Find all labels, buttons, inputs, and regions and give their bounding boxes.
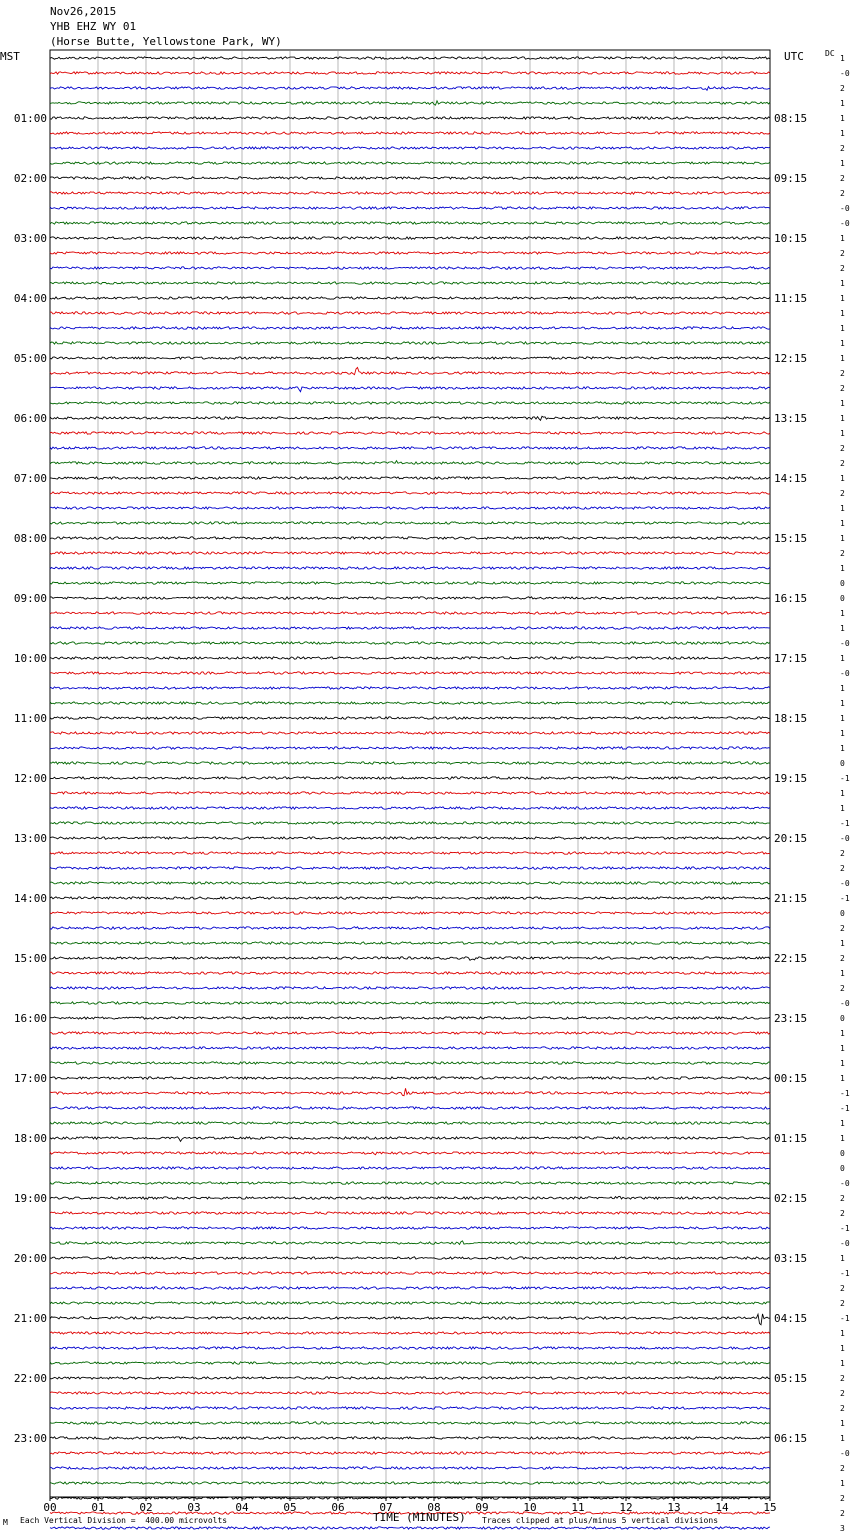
dc-offset-label: 1 [840,624,845,633]
mst-hour-label: 10:00 [13,652,47,665]
utc-hour-label: 10:15 [774,232,808,245]
dc-offset-label: 0 [840,909,845,918]
dc-offset-label: 0 [840,759,845,768]
trace-line [50,57,770,59]
dc-offset-label: 2 [840,1209,845,1218]
trace-line [50,1302,770,1304]
trace-line [50,1422,770,1424]
mst-hour-label: 14:00 [13,892,47,905]
dc-offset-label: 1 [840,564,845,573]
trace-line [50,972,770,974]
trace-line [50,537,770,539]
dc-offset-label: 1 [840,1359,845,1368]
dc-offset-label: 1 [840,1254,845,1263]
dc-offset-label: 1 [840,654,845,663]
trace-line [50,567,770,569]
trace-line [50,207,770,209]
trace-line [50,627,770,629]
mst-hour-label: 23:00 [13,1432,47,1445]
dc-offset-label: 1 [840,1029,845,1038]
trace-line [50,222,770,224]
trace-line [50,552,770,554]
trace-line [50,101,770,105]
trace-line [50,1212,770,1214]
dc-offset-label: 1 [840,114,845,123]
dc-offset-label: 1 [840,1329,845,1338]
trace-line [50,192,770,194]
trace-line [50,1377,770,1379]
utc-hour-label: 21:15 [774,892,808,905]
trace-line [50,432,770,434]
trace-line [50,72,770,74]
trace-line [50,807,770,809]
trace-line [50,1122,770,1124]
dc-offset-label: 1 [840,1419,845,1428]
trace-line [50,852,770,854]
dc-offset-label: -1 [840,1089,850,1098]
dc-offset-label: 0 [840,1164,845,1173]
trace-line [50,1152,770,1155]
dc-offset-label: 2 [840,1194,845,1203]
trace-line [50,1272,770,1274]
trace-line [50,1002,770,1004]
mst-hour-label: 06:00 [13,412,47,425]
dc-offset-label: 1 [840,1134,845,1143]
dc-offset-label: 2 [840,924,845,933]
trace-line [50,1167,770,1169]
dc-offset-label: 2 [840,369,845,378]
dc-offset-label: -0 [840,879,850,888]
utc-hour-label: 05:15 [774,1372,808,1385]
mst-hour-label: 02:00 [13,172,47,185]
dc-offset-label: 1 [840,339,845,348]
utc-hour-label: 13:15 [774,412,808,425]
dc-offset-label: 2 [840,549,845,558]
dc-offset-label: 1 [840,294,845,303]
x-axis-title: TIME (MINUTES) [373,1511,466,1524]
dc-offset-label: 1 [840,399,845,408]
trace-line [50,447,770,449]
mst-hour-label: 13:00 [13,832,47,845]
trace-line [50,1227,770,1229]
dc-offset-label: 1 [840,1344,845,1353]
trace-line [50,1332,770,1334]
trace-line [50,416,770,420]
trace-line [50,822,770,824]
x-tick-label: 05 [283,1501,297,1514]
trace-line [50,687,770,689]
trace-line [50,867,770,869]
trace-line [50,1077,770,1079]
dc-offset-label: 1 [840,1119,845,1128]
dc-offset-label: 1 [840,54,845,63]
dc-offset-label: -0 [840,1449,850,1458]
dc-offset-label: -1 [840,1269,850,1278]
dc-offset-label: 1 [840,474,845,483]
trace-line [50,582,770,584]
dc-offset-label: 2 [840,489,845,498]
trace-line [50,1437,770,1439]
dc-offset-label: 1 [840,324,845,333]
utc-hour-label: 23:15 [774,1012,808,1025]
dc-offset-label: 1 [840,429,845,438]
trace-line [50,507,770,509]
dc-offset-label: 1 [840,354,845,363]
dc-offset-label: 2 [840,459,845,468]
utc-hour-label: 00:15 [774,1072,808,1085]
dc-offset-label: 2 [840,1299,845,1308]
trace-line [50,117,770,119]
dc-offset-label: 2 [840,189,845,198]
utc-hour-label: 15:15 [774,532,808,545]
trace-line [50,522,770,524]
dc-offset-label: 2 [840,144,845,153]
dc-offset-label: 2 [840,1284,845,1293]
trace-line [50,912,770,914]
utc-hour-label: 20:15 [774,832,808,845]
trace-line [50,327,770,329]
dc-offset-label: 2 [840,174,845,183]
utc-hour-label: 18:15 [774,712,808,725]
dc-offset-label: 1 [840,744,845,753]
dc-offset-label: -0 [840,204,850,213]
trace-line [50,717,770,719]
mst-hour-label: 08:00 [13,532,47,545]
dc-offset-label: 2 [840,1389,845,1398]
utc-hour-label: 01:15 [774,1132,808,1145]
trace-line [50,1047,770,1049]
mst-axis-label: MST [0,50,20,63]
dc-offset-label: -0 [840,669,850,678]
trace-line [50,1527,770,1529]
trace-line [50,282,770,284]
trace-line [50,747,770,749]
trace-line [50,477,770,479]
dc-offset-label: 1 [840,519,845,528]
trace-line [50,237,770,239]
dc-offset-label: 1 [840,159,845,168]
trace-line [50,837,770,839]
x-tick-label: 02 [139,1501,153,1514]
dc-offset-label: -0 [840,1179,850,1188]
dc-offset-label: -1 [840,819,850,828]
trace-line [50,1241,770,1245]
trace-line [50,1467,770,1469]
dc-offset-label: -0 [840,69,850,78]
x-tick-label: 07 [379,1501,393,1514]
x-tick-label: 15 [763,1501,777,1514]
dc-offset-label: 1 [840,129,845,138]
scale-note: Each Vertical Division = 400.00 microvolts [20,1516,228,1525]
dc-offset-label: 0 [840,594,845,603]
mst-hour-label: 20:00 [13,1252,47,1265]
x-tick-label: 10 [523,1501,537,1514]
dc-offset-label: 2 [840,264,845,273]
dc-offset-label: -1 [840,774,850,783]
trace-line [50,777,770,779]
dc-label: DC [825,49,835,58]
dc-offset-label: 1 [840,684,845,693]
utc-hour-label: 12:15 [774,352,808,365]
mst-hour-label: 18:00 [13,1132,47,1145]
dc-offset-label: -0 [840,1239,850,1248]
x-tick-label: 13 [667,1501,681,1514]
trace-line [50,367,770,374]
trace-line [50,702,770,704]
trace-line [50,1314,770,1325]
trace-line [50,597,770,599]
utc-hour-label: 08:15 [774,112,808,125]
dc-offset-label: 2 [840,984,845,993]
helicorder-traces [50,57,770,1534]
dc-offset-label: 1 [840,534,845,543]
dc-offset-label: 1 [840,1074,845,1083]
dc-offset-label: 1 [840,714,845,723]
mst-hour-label: 12:00 [13,772,47,785]
utc-hour-label: 11:15 [774,292,808,305]
trace-line [50,612,770,614]
utc-hour-label: 02:15 [774,1192,808,1205]
trace-line [50,927,770,929]
utc-hour-label: 09:15 [774,172,808,185]
trace-line [50,132,770,134]
utc-hour-label: 17:15 [774,652,808,665]
trace-line [50,312,770,314]
trace-line [50,1137,770,1142]
dc-offset-label: 0 [840,1014,845,1023]
trace-line [50,177,770,179]
dc-offset-label: 1 [840,729,845,738]
dc-offset-label: -1 [840,894,850,903]
dc-offset-label: 1 [840,1434,845,1443]
dc-offset-label: -0 [840,834,850,843]
trace-line [50,402,770,404]
mst-hour-label: 19:00 [13,1192,47,1205]
dc-offset-label: 1 [840,939,845,948]
trace-line [50,1287,770,1289]
dc-offset-label: -1 [840,1104,850,1113]
utc-hour-labels [774,112,807,1445]
utc-hour-label: 16:15 [774,592,808,605]
mst-hour-label: 11:00 [13,712,47,725]
trace-line [50,342,770,344]
x-tick-label: 08 [427,1501,441,1514]
dc-offset-label: 2 [840,1494,845,1503]
trace-line [50,657,770,659]
dc-offset-label: 1 [840,504,845,513]
dc-offset-label: 1 [840,1044,845,1053]
dc-offset-label: 2 [840,1404,845,1413]
clip-note: Traces clipped at plus/minus 5 vertical divisions [482,1516,719,1525]
x-tick-label: 11 [571,1501,585,1514]
trace-line [50,267,770,269]
x-tick-label: 04 [235,1501,249,1514]
trace-line [50,642,770,644]
trace-line [50,492,770,494]
trace-line [50,387,770,392]
trace-line [50,87,770,91]
trace-line [50,162,770,164]
trace-line [50,987,770,989]
x-tick-label: 01 [91,1501,105,1514]
utc-hour-label: 03:15 [774,1252,808,1265]
dc-offset-label: 1 [840,309,845,318]
utc-hour-label: 04:15 [774,1312,808,1325]
dc-offset-label: -0 [840,219,850,228]
mst-hour-label: 09:00 [13,592,47,605]
trace-line [50,1182,770,1184]
dc-offset-label: 2 [840,954,845,963]
trace-line [50,252,770,254]
mst-hour-label: 22:00 [13,1372,47,1385]
dc-offset-label: 2 [840,1509,845,1518]
mst-hour-label: 01:00 [13,112,47,125]
dc-offset-label: 1 [840,414,845,423]
trace-line [50,1032,770,1034]
utc-hour-label: 22:15 [774,952,808,965]
dc-offset-label: 3 [840,1524,845,1533]
header-date: Nov26,2015 [50,5,117,18]
dc-offset-label: 2 [840,84,845,93]
utc-hour-label: 06:15 [774,1432,808,1445]
mst-hour-label: 15:00 [13,952,47,965]
utc-hour-label: 14:15 [774,472,808,485]
dc-offset-label: 2 [840,1464,845,1473]
trace-line [50,762,770,764]
trace-line [50,897,770,899]
dc-offset-labels [840,54,850,1534]
corner-mark: M [3,1518,8,1527]
dc-offset-label: 1 [840,234,845,243]
trace-line [50,792,770,794]
trace-line [50,957,770,960]
dc-offset-label: 1 [840,699,845,708]
dc-offset-label: -0 [840,639,850,648]
dc-offset-label: 0 [840,1149,845,1158]
dc-offset-label: 1 [840,279,845,288]
dc-offset-label: 0 [840,579,845,588]
mst-hour-labels [14,112,47,1445]
header-station: YHB EHZ WY 01 [50,20,137,33]
mst-hour-label: 03:00 [13,232,47,245]
trace-line [50,1107,770,1109]
trace-line [50,942,770,944]
dc-offset-label: -0 [840,999,850,1008]
dc-offset-label: 1 [840,969,845,978]
dc-offset-label: 2 [840,864,845,873]
trace-line [50,1017,770,1019]
utc-hour-label: 19:15 [774,772,808,785]
x-tick-label: 09 [475,1501,489,1514]
x-tick-label: 03 [187,1501,201,1514]
dc-offset-label: 2 [840,1374,845,1383]
dc-offset-label: 1 [840,1059,845,1068]
dc-offset-label: 2 [840,249,845,258]
trace-line [50,147,770,149]
header-location: (Horse Butte, Yellowstone Park, WY) [50,35,282,48]
dc-offset-label: 1 [840,609,845,618]
trace-line [50,1407,770,1409]
x-tick-label: 06 [331,1501,345,1514]
trace-line [50,1088,770,1095]
trace-line [50,1347,770,1349]
x-tick-label: 14 [715,1501,729,1514]
trace-line [50,1257,770,1259]
dc-offset-label: 2 [840,849,845,858]
mst-hour-label: 04:00 [13,292,47,305]
trace-line [50,1482,770,1484]
dc-offset-label: 2 [840,444,845,453]
trace-line [50,357,770,359]
mst-hour-label: 17:00 [13,1072,47,1085]
trace-line [50,1392,770,1394]
mst-hour-label: 07:00 [13,472,47,485]
trace-line [50,297,770,299]
dc-offset-label: 1 [840,804,845,813]
dc-offset-label: 1 [840,99,845,108]
dc-offset-label: 1 [840,789,845,798]
trace-line [50,1196,770,1199]
mst-hour-label: 05:00 [13,352,47,365]
dc-offset-label: -1 [840,1314,850,1323]
trace-line [50,1362,770,1364]
x-tick-label: 12 [619,1501,633,1514]
x-tick-label: 00 [43,1501,57,1514]
trace-line [50,1452,770,1454]
mst-hour-label: 21:00 [13,1312,47,1325]
dc-offset-label: 2 [840,384,845,393]
mst-hour-label: 16:00 [13,1012,47,1025]
trace-line [50,732,770,734]
trace-line [50,882,770,884]
trace-line [50,672,770,674]
trace-line [50,461,770,465]
trace-line [50,1062,770,1064]
dc-offset-label: 1 [840,1479,845,1488]
utc-axis-label: UTC [784,50,804,63]
dc-offset-label: -1 [840,1224,850,1233]
